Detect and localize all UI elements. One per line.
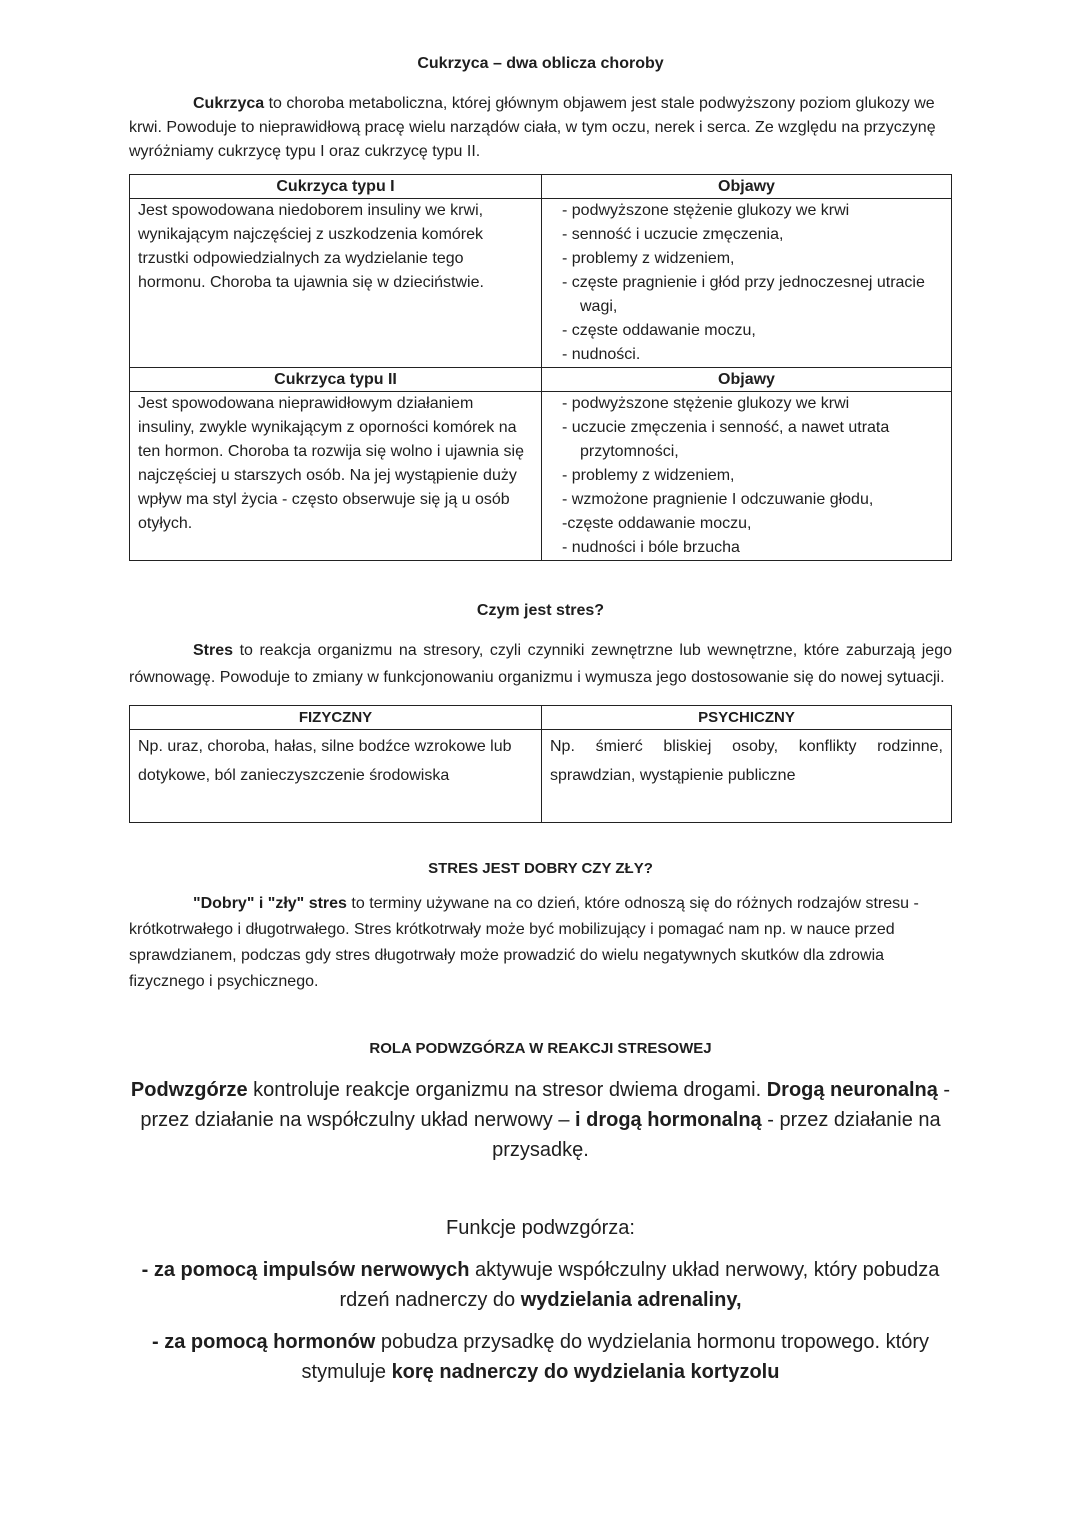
type2-symptoms-header: Objawy bbox=[542, 368, 952, 392]
type1-symptom-item: - podwyższone stężenie glukozy we krwi bbox=[562, 202, 850, 219]
type2-description: Jest spowodowana nieprawidłowym działaniem insuliny, zwykle wynikającym z oporności komórek na ten hormon. Choroba ta rozwija się wolno i ujawnia się najczęściej u starszych osób. Na jej wystąpienie duży wpływ ma styl życia - często obserwuje się ją u osób otyłych. bbox=[130, 392, 542, 561]
good-bad-bold: "Dobry" i "zły" stres bbox=[193, 895, 347, 912]
stressors-table bbox=[129, 705, 952, 823]
psychological-examples: Np. śmierć bliskiej osoby, konflikty rodzinne, sprawdzian, wystąpienie publiczne bbox=[542, 730, 952, 823]
good-bad-title: STRES JEST DOBRY CZY ZŁY? bbox=[428, 860, 653, 877]
function-2-bold-2: korę nadnerczy do wydzielania kortyzolu bbox=[391, 1361, 780, 1383]
good-bad-paragraph bbox=[129, 891, 952, 995]
type1-symptoms-cell bbox=[542, 199, 952, 368]
stress-intro-bold: Stres bbox=[193, 642, 234, 659]
type2-symptom-item: - wzmożone pragnienie I odczuwanie głodu, bbox=[562, 491, 874, 508]
physical-header: FIZYCZNY bbox=[130, 706, 542, 730]
functions-title: Funkcje podwzgórza: bbox=[446, 1217, 635, 1239]
hypothalamus-title: ROLA PODWZGÓRZA W REAKCJI STRESOWEJ bbox=[369, 1040, 712, 1057]
good-bad-text: to terminy używane na co dzień, które odnoszą się do różnych rodzajów stresu - krótkotrwałego i długotrwałego. Stres krótkotrwały może być mobilizujący i pomagać nam np. w nauce przed sprawdzianem, podczas gdy stres długotrwały może prowadzić do wielu negatywnych skutków dla zdrowia fizycznego i psychicznego. bbox=[129, 895, 919, 990]
stress-title: Czym jest stres? bbox=[476, 602, 605, 619]
diabetes-title: Cukrzyca – dwa oblicza choroby bbox=[417, 55, 664, 72]
function-2-text: pobudza przysadkę do wydzielania hormonu tropowego. który stymuluje bbox=[301, 1331, 929, 1383]
hypothalamus-bold-1: Podwzgórze bbox=[130, 1079, 248, 1101]
function-1-text: aktywuje współczulny układ nerwowy, który pobudza rdzeń nadnerczy do bbox=[339, 1259, 940, 1311]
type2-symptoms-list bbox=[550, 392, 943, 560]
function-2 bbox=[129, 1327, 952, 1387]
function-1 bbox=[129, 1255, 952, 1315]
diabetes-intro bbox=[129, 92, 952, 164]
diabetes-intro-bold: Cukrzyca bbox=[193, 95, 265, 112]
type2-symptom-item: - uczucie zmęczenia i senność, a nawet utrata przytomności, bbox=[562, 419, 890, 460]
type1-symptom-item: - senność i uczucie zmęczenia, bbox=[562, 226, 784, 243]
type2-symptom-item: - nudności i bóle brzucha bbox=[562, 539, 740, 556]
type1-symptoms-header: Objawy bbox=[542, 175, 952, 199]
type1-symptom-item: - częste pragnienie i głód przy jednoczesnej utracie wagi, bbox=[562, 274, 925, 315]
type2-symptom-item: - podwyższone stężenie glukozy we krwi bbox=[562, 395, 850, 412]
function-1-bold-2: wydzielania adrenaliny, bbox=[520, 1289, 742, 1311]
type1-symptoms-list bbox=[550, 199, 943, 367]
type2-symptom-item: - problemy z widzeniem, bbox=[562, 467, 735, 484]
stress-intro bbox=[129, 637, 952, 691]
hypothalamus-text-1: kontroluje reakcje organizmu na stresor dwiema drogami. bbox=[247, 1079, 767, 1101]
hypothalamus-text-3: - przez działanie na przysadkę. bbox=[492, 1109, 941, 1161]
function-1-bold-1: - za pomocą impulsów nerwowych bbox=[141, 1259, 470, 1281]
hypothalamus-bold-2: Drogą neuronalną bbox=[766, 1079, 938, 1101]
document-page bbox=[129, 52, 952, 1387]
hypothalamus-text-2: - przez działanie na współczulny układ nerwowy – bbox=[140, 1079, 951, 1131]
type1-description: Jest spowodowana niedoborem insuliny we krwi, wynikającym najczęściej z uszkodzenia komórek trzustki odpowiedzialnych za wydzielanie tego hormonu. Choroba ta ujawnia się w dzieciństwie. bbox=[130, 199, 542, 368]
type2-header: Cukrzyca typu II bbox=[130, 368, 542, 392]
type1-symptom-item: - problemy z widzeniem, bbox=[562, 250, 735, 267]
diabetes-intro-text: to choroba metaboliczna, której głównym objawem jest stale podwyższony poziom glukozy we krwi. Powoduje to nieprawidłową pracę wielu narządów ciała, w tym oczu, nerek i serca. Ze względu na przyczynę wyróżniamy cukrzycę typu I oraz cukrzycę typu II. bbox=[129, 95, 936, 160]
psychological-header: PSYCHICZNY bbox=[542, 706, 952, 730]
stress-intro-text: to reakcja organizmu na stresory, czyli czynniki zewnętrzne lub wewnętrzne, które zaburzają jego równowagę. Powoduje to zmiany w funkcjonowaniu organizmu i wymusza jego dostosowanie się do nowej sytuacji. bbox=[129, 642, 952, 686]
hypothalamus-paragraph bbox=[129, 1075, 952, 1165]
type1-header: Cukrzyca typu I bbox=[130, 175, 542, 199]
type1-symptom-item: - częste oddawanie moczu, bbox=[562, 322, 756, 339]
function-2-bold-1: - za pomocą hormonów bbox=[152, 1331, 376, 1353]
type1-symptom-item: - nudności. bbox=[562, 346, 641, 363]
physical-examples: Np. uraz, choroba, hałas, silne bodźce wzrokowe lub dotykowe, ból zanieczyszczenie środowiska bbox=[130, 730, 542, 823]
type2-symptoms-cell bbox=[542, 392, 952, 561]
hypothalamus-bold-3: i drogą hormonalną bbox=[575, 1109, 762, 1131]
diabetes-table bbox=[129, 174, 952, 561]
type2-symptom-item: -częste oddawanie moczu, bbox=[562, 515, 752, 532]
